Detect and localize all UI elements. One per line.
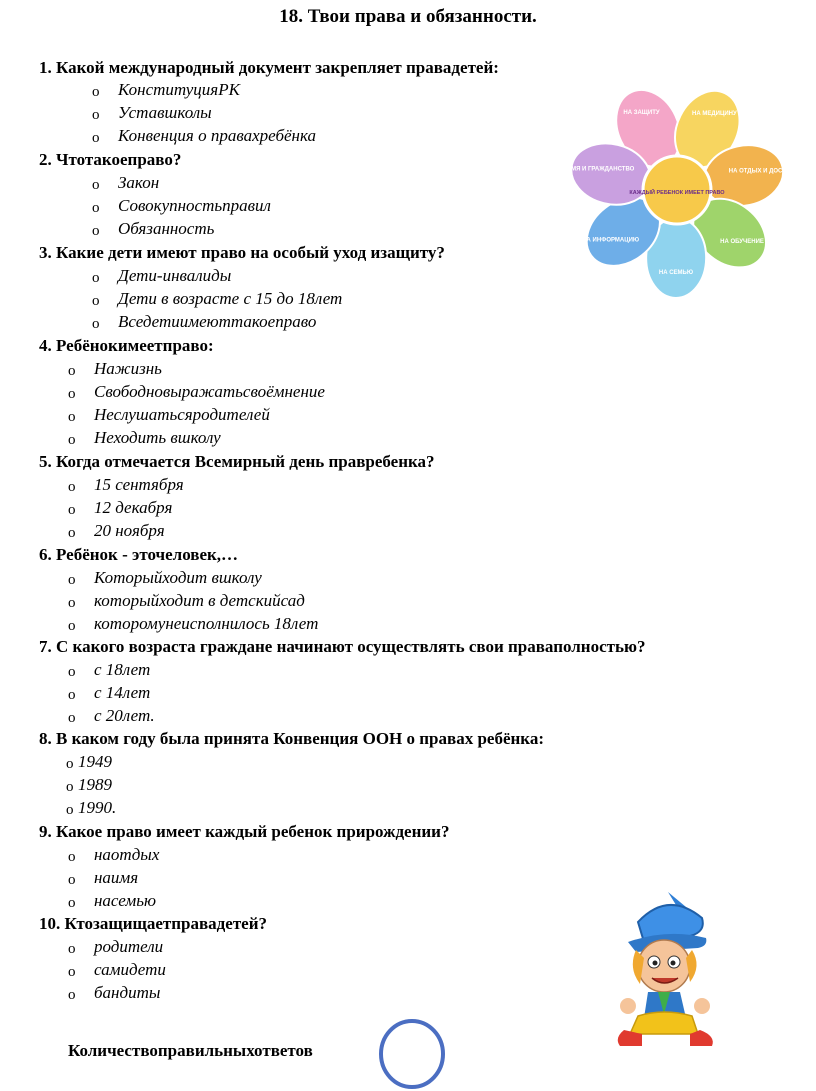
question-2: 2. Чтотакоеправо?: [39, 150, 182, 169]
option-bullet: o: [68, 525, 76, 541]
option-bullet: o: [68, 479, 76, 495]
option-5c: 20 ноября: [94, 521, 165, 540]
option-9b: наимя: [94, 868, 139, 887]
option-bullet: o: [68, 987, 76, 1003]
answer-count-circle: [378, 1018, 446, 1090]
option-7b: с 14лет: [94, 683, 151, 702]
option-bullet: o: [68, 432, 76, 448]
option-bullet: o: [68, 895, 76, 911]
option-4c: Неслушатьсяродителей: [94, 405, 270, 424]
option-8c: 1990.: [78, 798, 117, 817]
option-4b: Свободновыражатьсвоёмнение: [94, 382, 325, 401]
option-3c: Вседетиимеюттакоеправо: [118, 312, 317, 331]
option-bullet: o: [92, 130, 100, 146]
option-bullet: o: [68, 941, 76, 957]
page-title: 18. Твои права и обязанности.: [279, 6, 537, 27]
option-5b: 12 декабря: [94, 498, 173, 517]
option-3a: Дети-инвалиды: [118, 266, 232, 285]
option-bullet: o: [68, 664, 76, 680]
option-9c: насемью: [94, 891, 156, 910]
option-2c: Обязанность: [118, 219, 215, 238]
option-10a: родители: [94, 937, 164, 956]
option-4d: Неходить вшколу: [94, 428, 221, 447]
question-4: 4. Ребёнокимеетправо:: [39, 336, 214, 355]
flower-petal-label: НА ОБУЧЕНИЕ: [720, 239, 764, 246]
option-8a: 1949: [78, 752, 112, 771]
option-bullet: o: [92, 316, 100, 332]
option-5a: 15 сентября: [94, 475, 184, 494]
option-6a: Которыйходит вшколу: [94, 568, 262, 587]
option-bullet: o: [92, 293, 100, 309]
boy-cartoon-illustration: [598, 888, 734, 1050]
option-4a: Нажизнь: [94, 359, 162, 378]
flower-petal-label: НА ИНФОРМАЦИЮ: [582, 237, 640, 244]
option-bullet: o: [68, 502, 76, 518]
option-10c: бандиты: [94, 983, 161, 1002]
question-8: 8. В каком году была принята Конвенция ООН о правах ребёнка:: [39, 729, 544, 748]
option-bullet: o: [68, 687, 76, 703]
option-1a: КонституцияРК: [118, 80, 240, 99]
option-bullet: o: [92, 200, 100, 216]
option-bullet: o: [68, 386, 76, 402]
correct-answers-label: Количествоправильныхответов: [68, 1041, 313, 1060]
option-2a: Закон: [118, 173, 160, 192]
flower-petal-label: НА МЕДИЦИНУ: [692, 110, 737, 117]
question-1: 1. Какой международный документ закрепляет правадетей:: [39, 58, 499, 77]
option-bullet: o: [66, 756, 74, 772]
question-10: 10. Ктозащищаетправадетей?: [39, 914, 268, 933]
option-7c: с 20лет.: [94, 706, 155, 725]
option-9a: наотдых: [94, 845, 160, 864]
option-1c: Конвенция о правахребёнка: [118, 126, 317, 145]
option-bullet: o: [68, 872, 76, 888]
flower-petal-label: НА СЕМЬЮ: [658, 269, 694, 276]
option-bullet: o: [92, 223, 100, 239]
option-bullet: o: [68, 409, 76, 425]
option-10b: самидети: [94, 960, 166, 979]
question-9: 9. Какое право имеет каждый ребенок прирождении?: [39, 822, 450, 841]
rights-flower-illustration: [556, 82, 790, 296]
option-bullet: o: [66, 802, 74, 818]
flower-petal-label: НА ИМЯ И ГРАЖДАНСТВО: [556, 166, 635, 173]
flower-petal-label: НА ОТДЫХ И ДОСУГ: [728, 168, 790, 175]
option-bullet: o: [92, 107, 100, 123]
option-bullet: o: [92, 270, 100, 286]
option-bullet: o: [68, 849, 76, 865]
option-bullet: o: [68, 964, 76, 980]
option-bullet: o: [68, 618, 76, 634]
option-7a: с 18лет: [94, 660, 151, 679]
option-bullet: o: [92, 84, 100, 100]
flower-petal-label: НА ЗАЩИТУ: [623, 109, 660, 116]
option-1b: Уставшколы: [118, 103, 212, 122]
question-7: 7. С какого возраста граждане начинают осуществлять свои праваполностью?: [39, 637, 646, 656]
option-6b: которыйходит в детскийсад: [94, 591, 305, 610]
question-3: 3. Какие дети имеют право на особый уход изащиту?: [39, 243, 445, 262]
option-bullet: o: [68, 710, 76, 726]
option-3b: Дети в возрасте с 15 до 18лет: [118, 289, 343, 308]
question-6: 6. Ребёнок - эточеловек,…: [39, 545, 239, 564]
option-bullet: o: [68, 572, 76, 588]
option-2b: Совокупностьправил: [118, 196, 271, 215]
option-bullet: o: [92, 177, 100, 193]
option-bullet: o: [68, 363, 76, 379]
option-bullet: o: [68, 595, 76, 611]
question-5: 5. Когда отмечается Всемирный день правребенка?: [39, 452, 435, 471]
flower-center-label: КАЖДЫЙ РЕБЕНОК ИМЕЕТ ПРАВО: [629, 190, 725, 196]
option-6c: которомунеисполнилось 18лет: [94, 614, 319, 633]
option-bullet: o: [66, 779, 74, 795]
option-8b: 1989: [78, 775, 112, 794]
